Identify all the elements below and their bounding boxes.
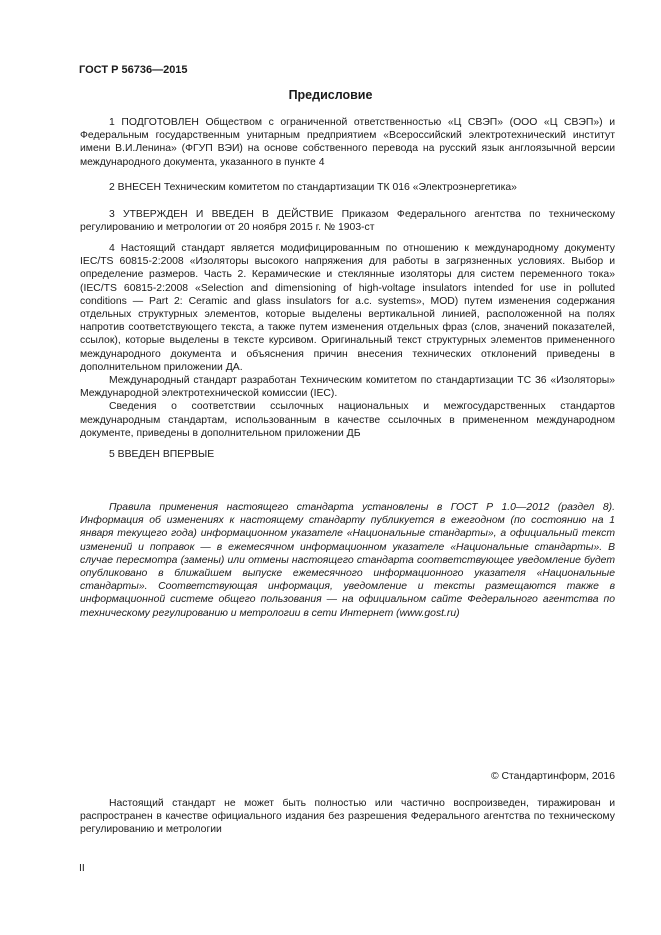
section-4-references-note: Сведения о соответствии ссылочных национальных и межгосударственных стандартов международным стандартам, использованным в качестве ссылочных в примененном международном документе, приведены в дополнительном приложении ДБ <box>80 401 615 439</box>
section-5 <box>80 448 615 461</box>
section-5-text: 5 ВВЕДЕН ВПЕРВЫЕ <box>109 449 215 460</box>
reproduction-notice-text: Настоящий стандарт не может быть полностью или частично воспроизведен, тиражирован и распространен в качестве официального издания без разрешения Федерального агентства по техническому регулированию и метрологии <box>80 798 615 836</box>
section-3-text: 3 УТВЕРЖДЕН И ВВЕДЕН В ДЕЙСТВИЕ Приказом Федерального агентства по техническому регулированию и метрологии от 20 ноября 2015 г. № 1903-ст <box>80 209 615 234</box>
section-4 <box>80 242 615 440</box>
reproduction-notice <box>80 797 615 837</box>
section-4-text: 4 Настоящий стандарт является модифицированным по отношению к международному документу IEC/TS 60815-2:2008 «Изоляторы высокого напряжения для работы в загрязненных условиях. Выбор и определение размеров. Часть 2. Керамические и стеклянные изоляторы для систем переменного тока» (IEC/TS 60815-2:2008 «Selection and dimensioning of high-voltage insulators intended for use in polluted conditions — Part 2: Ceramic and glass insulators for a.c. systems», MOD) путем изменения содержания отдельных структурных элементов, которые выделены вертикальной линией, расположенной на полях напротив соответствующего текста, а также путем изменения отдельных фраз (слов, значений показателей, ссылок), которые выделены в тексте курсивом. Оригинальный текст структурных элементов примененного международного документа и объяснения причин внесения технических отклонений приведены в дополнительном приложении ДА. <box>80 243 615 373</box>
copyright: © Стандартинформ, 2016 <box>490 771 615 782</box>
section-1-text: 1 ПОДГОТОВЛЕН Обществом с ограниченной ответственностью «Ц СВЭП» (ООО «Ц СВЭП») и Федеральным государственным унитарным предприятием «Всероссийский электротехнический институт имени В.И.Ленина» (ФГУП ВЭИ) на основе собственного перевода на русский язык англоязычной версии международного документа, указанного в пункте 4 <box>80 117 615 168</box>
section-2 <box>80 181 615 194</box>
section-3 <box>80 208 615 234</box>
document-code: ГОСТ Р 56736—2015 <box>79 64 188 76</box>
section-4-iec-note: Международный стандарт разработан Техническим комитетом по стандартизации ТС 36 «Изоляторы» Международной электротехнической комиссии (IEC). <box>80 375 615 400</box>
section-2-text: 2 ВНЕСЕН Техническим комитетом по стандартизации ТК 016 «Электроэнергетика» <box>109 182 517 193</box>
section-1 <box>80 116 615 169</box>
page-number: II <box>79 863 85 874</box>
rules-notice <box>80 501 615 620</box>
page-title: Предисловие <box>288 88 373 102</box>
rules-notice-text: Правила применения настоящего стандарта установлены в ГОСТ Р 1.0—2012 (раздел 8). Информация об изменениях к настоящему стандарту публикуется в ежегодном (по состоянию на 1 января текущего года) информационном указателе «Национальные стандарты», а официальный текст изменений и поправок — в ежемесячном информационном указателе «Национальные стандарты». В случае пересмотра (замены) или отмены настоящего стандарта соответствующее уведомление будет опубликовано в ближайшем выпуске ежемесячного информационного указателя «Национальные стандарты». Соответствующая информация, уведомление и тексты размещаются также в информационной системе общего пользования — на официальном сайте Федерального агентства по техническому регулированию и метрологии в сети Интернет (www.gost.ru) <box>80 502 615 619</box>
